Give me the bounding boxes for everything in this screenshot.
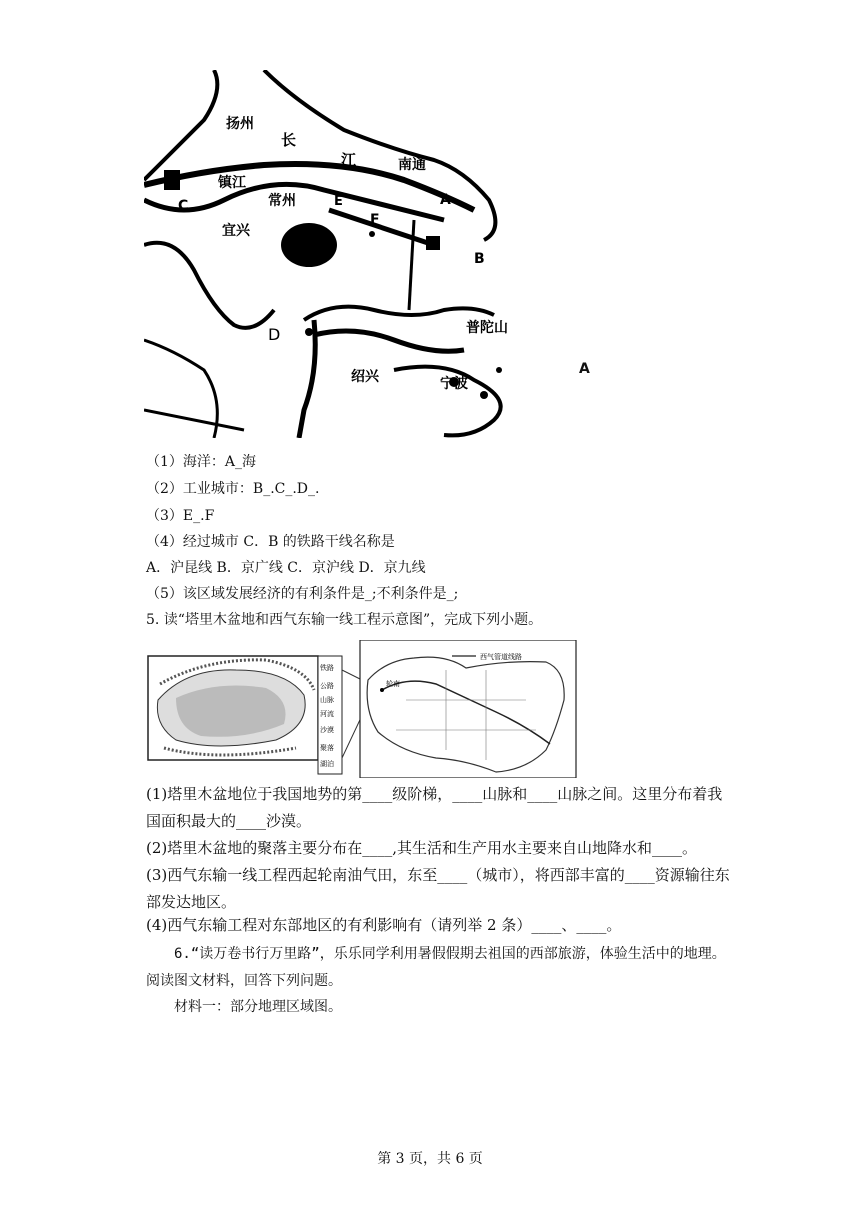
label-shaoxing: 绍兴	[351, 369, 379, 385]
q5-question-4: (4)西气东输工程对东部地区的有利影响有（请列举 2 条）____、____。	[146, 916, 622, 934]
q6-material1: 材料一：部分地理区域图。	[174, 999, 342, 1015]
label-jiang: 江	[341, 151, 357, 169]
q5-question-2: (2)塔里木盆地的聚落主要分布在____,其生活和生产用水主要来自山地降水和____。	[146, 839, 698, 857]
label-A1: A	[440, 192, 451, 208]
label-C: C	[178, 198, 189, 214]
legend-river: 河流	[320, 710, 334, 718]
label-changzhou: 常州	[268, 193, 296, 209]
label-ningbo: 宁波	[440, 376, 468, 392]
q4-item-5: （5）该区域发展经济的有利条件是_;不利条件是_;	[146, 586, 459, 602]
label-chang: 长	[281, 131, 297, 149]
legend-lake: 湖泊	[320, 760, 334, 768]
legend-railway: 铁路	[320, 664, 334, 672]
label-yangzhou: 扬州	[226, 116, 254, 132]
label-F: F	[370, 212, 380, 228]
q4-options: A．沪昆线 B．京广线 C．京沪线 D．京九线	[146, 560, 426, 576]
q4-item-2: （2）工业城市：B_.C_.D_.	[146, 481, 320, 497]
gas-pipeline-legend: 西气管道线路	[480, 653, 522, 661]
label-E: E	[334, 194, 343, 209]
yangtze-delta-map	[144, 70, 516, 438]
q4-item-4: （4）经过城市 C．B 的铁路干线名称是	[146, 534, 395, 550]
label-B: B	[474, 251, 485, 267]
tarim-west-east-gas-map	[146, 640, 578, 778]
label-zhenjiang: 镇江	[218, 175, 246, 191]
page-footer: 第 3 页，共 6 页	[377, 1151, 483, 1167]
q5-question-1: (1)塔里木盆地位于我国地势的第____级阶梯，____山脉和____山脉之间。这里分布着我国面积最大的____沙漠。	[146, 785, 723, 830]
label-nantong: 南通	[398, 157, 426, 173]
label-D: D	[268, 325, 281, 344]
q6-intro: 6.“读万卷书行万里路”，乐乐同学利用暑假假期去祖国的西部旅游，体验生活中的地理。阅读图文材料，回答下列问题。	[146, 946, 726, 989]
label-A-outside: A	[579, 361, 590, 377]
legend-mountain: 山脉	[320, 696, 334, 704]
q4-item-3: （3）E_.F	[146, 508, 215, 524]
q4-item-1: （1）海洋：A_海	[146, 454, 257, 470]
lunnan-label: 轮南	[386, 680, 400, 688]
legend-settlement: 聚落	[320, 744, 334, 752]
q5-intro: 5. 读“塔里木盆地和西气东输一线工程示意图”，完成下列小题。	[146, 612, 543, 628]
legend-road: 公路	[320, 682, 334, 690]
q5-question-3: (3)西气东输一线工程西起轮南油气田，东至____（城市），将西部丰富的____资源输往东部发达地区。	[146, 866, 730, 911]
label-putuoshan: 普陀山	[466, 320, 508, 336]
label-yixing: 宜兴	[222, 223, 250, 239]
legend-desert: 沙漠	[320, 726, 334, 734]
